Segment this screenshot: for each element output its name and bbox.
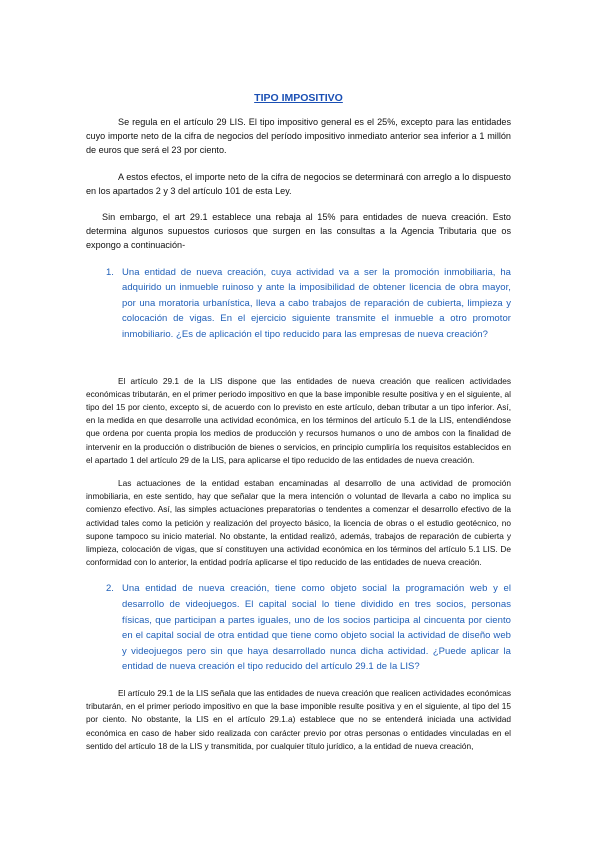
paragraph-cifra-negocios: A estos efectos, el importe neto de la cifra de negocios se determinará con arreglo a lo dispuesto en los apartados 2 y 3 del artículo 101 de esta Ley. bbox=[86, 171, 511, 196]
question-text: Una entidad de nueva creación, tiene como objeto social la programación web y el desarrollo de videojuegos. El capital social lo tiene dividido en tres socios, personas físicas, que participan a partes iguales, uno de los socios participa al cincuenta por ciento en el capital social de otra entidad que tiene como objeto social la actividad de diseño web y videojuegos pero sin que haya desarrollado nunca dicha actividad. ¿Puede aplicar la entidad de nueva creación el tipo reducido del artículo 29.1 de la LIS? bbox=[122, 583, 511, 673]
question-2 bbox=[106, 581, 511, 675]
paragraph-tipo-general: Se regula en el artículo 29 LIS. El tipo impositivo general es el 25%, excepto para las entidades cuyo importe neto de la cifra de negocios del período impositivo inmediato anterior sea inferior a 1 millón de euros que será el 23 por ciento. bbox=[86, 117, 511, 156]
question-text: Una entidad de nueva creación, cuya actividad va a ser la promoción inmobiliaria, ha adquirido un inmueble ruinoso y ante la imposibilidad de obtener licencia de obra mayor, por una moratoria urbanística, lleva a cabo trabajos de reparación de cubierta, limpieza y colocación de vigas. En el ejercicio siguiente transmite el inmueble a otro promotor inmobiliario. ¿Es de aplicación el tipo reducido para las empresas de nueva creación? bbox=[122, 266, 511, 340]
answer-2-paragraph-1: El artículo 29.1 de la LIS señala que las entidades de nueva creación que realicen actividades económicas tributarán, en el primer periodo impositivo en que la base imponible resulte positiva y en el siguiente, al tipo del 15 por ciento. No obstante, la LIS en el artículo 29.1.a) establece que no se entenderá iniciada una actividad económica en caso de haber sido realizada con carácter previo por otras personas o entidades vinculadas en el sentido del artículo 18 de la LIS y transmitida, por cualquier título jurídico, a la entidad de nueva creación, bbox=[86, 688, 511, 751]
paragraph-rebaja-nueva-creacion: Sin embargo, el art 29.1 establece una rebaja al 15% para entidades de nueva creación. Esto determina algunos supuestos curiosos que surgen en las consultas a la Agencia Tributaria que os expongo a continuación- bbox=[86, 212, 511, 251]
question-1 bbox=[106, 265, 511, 343]
question-number: 2. bbox=[106, 583, 114, 595]
question-number: 1. bbox=[106, 266, 114, 278]
answer-1-paragraph-2: Las actuaciones de la entidad estaban encaminadas al desarrollo de una actividad de promoción inmobiliaria, en este sentido, hay que señalar que la mera intención o voluntad de llevarla a cabo no implica su comienzo efectivo. Así, las simples actuaciones preparatorias o tendentes a comenzar el desarrollo efectivo de la actividad tales como la petición y realización del proyecto básico, la licencia de obras o el estudio geotécnico, no supone tampoco su inicio material. No obstante, la entidad realizó, además, trabajos de reparación de cubierta y limpieza, colocación de vigas, que sí constituyen una actividad económica en los términos del artículo 5.1 LIS. De conformidad con lo anterior, la entidad podría aplicarse el tipo reducido de las entidades de nueva creación. bbox=[86, 478, 511, 568]
page-title: TIPO IMPOSITIVO bbox=[254, 92, 343, 104]
answer-1-paragraph-1: El artículo 29.1 de la LIS dispone que las entidades de nueva creación que realicen actividades económicas tributarán, en el primer periodo impositivo en que la base imponible resulte positiva y en el siguiente, al tipo del 15 por ciento, excepto si, de acuerdo con lo previsto en este artículo, deban tributar a un tipo inferior. Así, en la medida en que desarrolle una actividad económica, en los términos del artículo 5.1 de la LIS, entendiéndose que ordena por cuenta propia los medios de producción y recursos humanos o uno de ambos con la finalidad de intervenir en la producción o distribución de bienes o servicios, en principio cumpliría los requisitos establecidos en el apartado 1 del artículo 29 de la LIS, para aplicarse el tipo reducido de las entidades de nueva creación. bbox=[86, 375, 511, 465]
